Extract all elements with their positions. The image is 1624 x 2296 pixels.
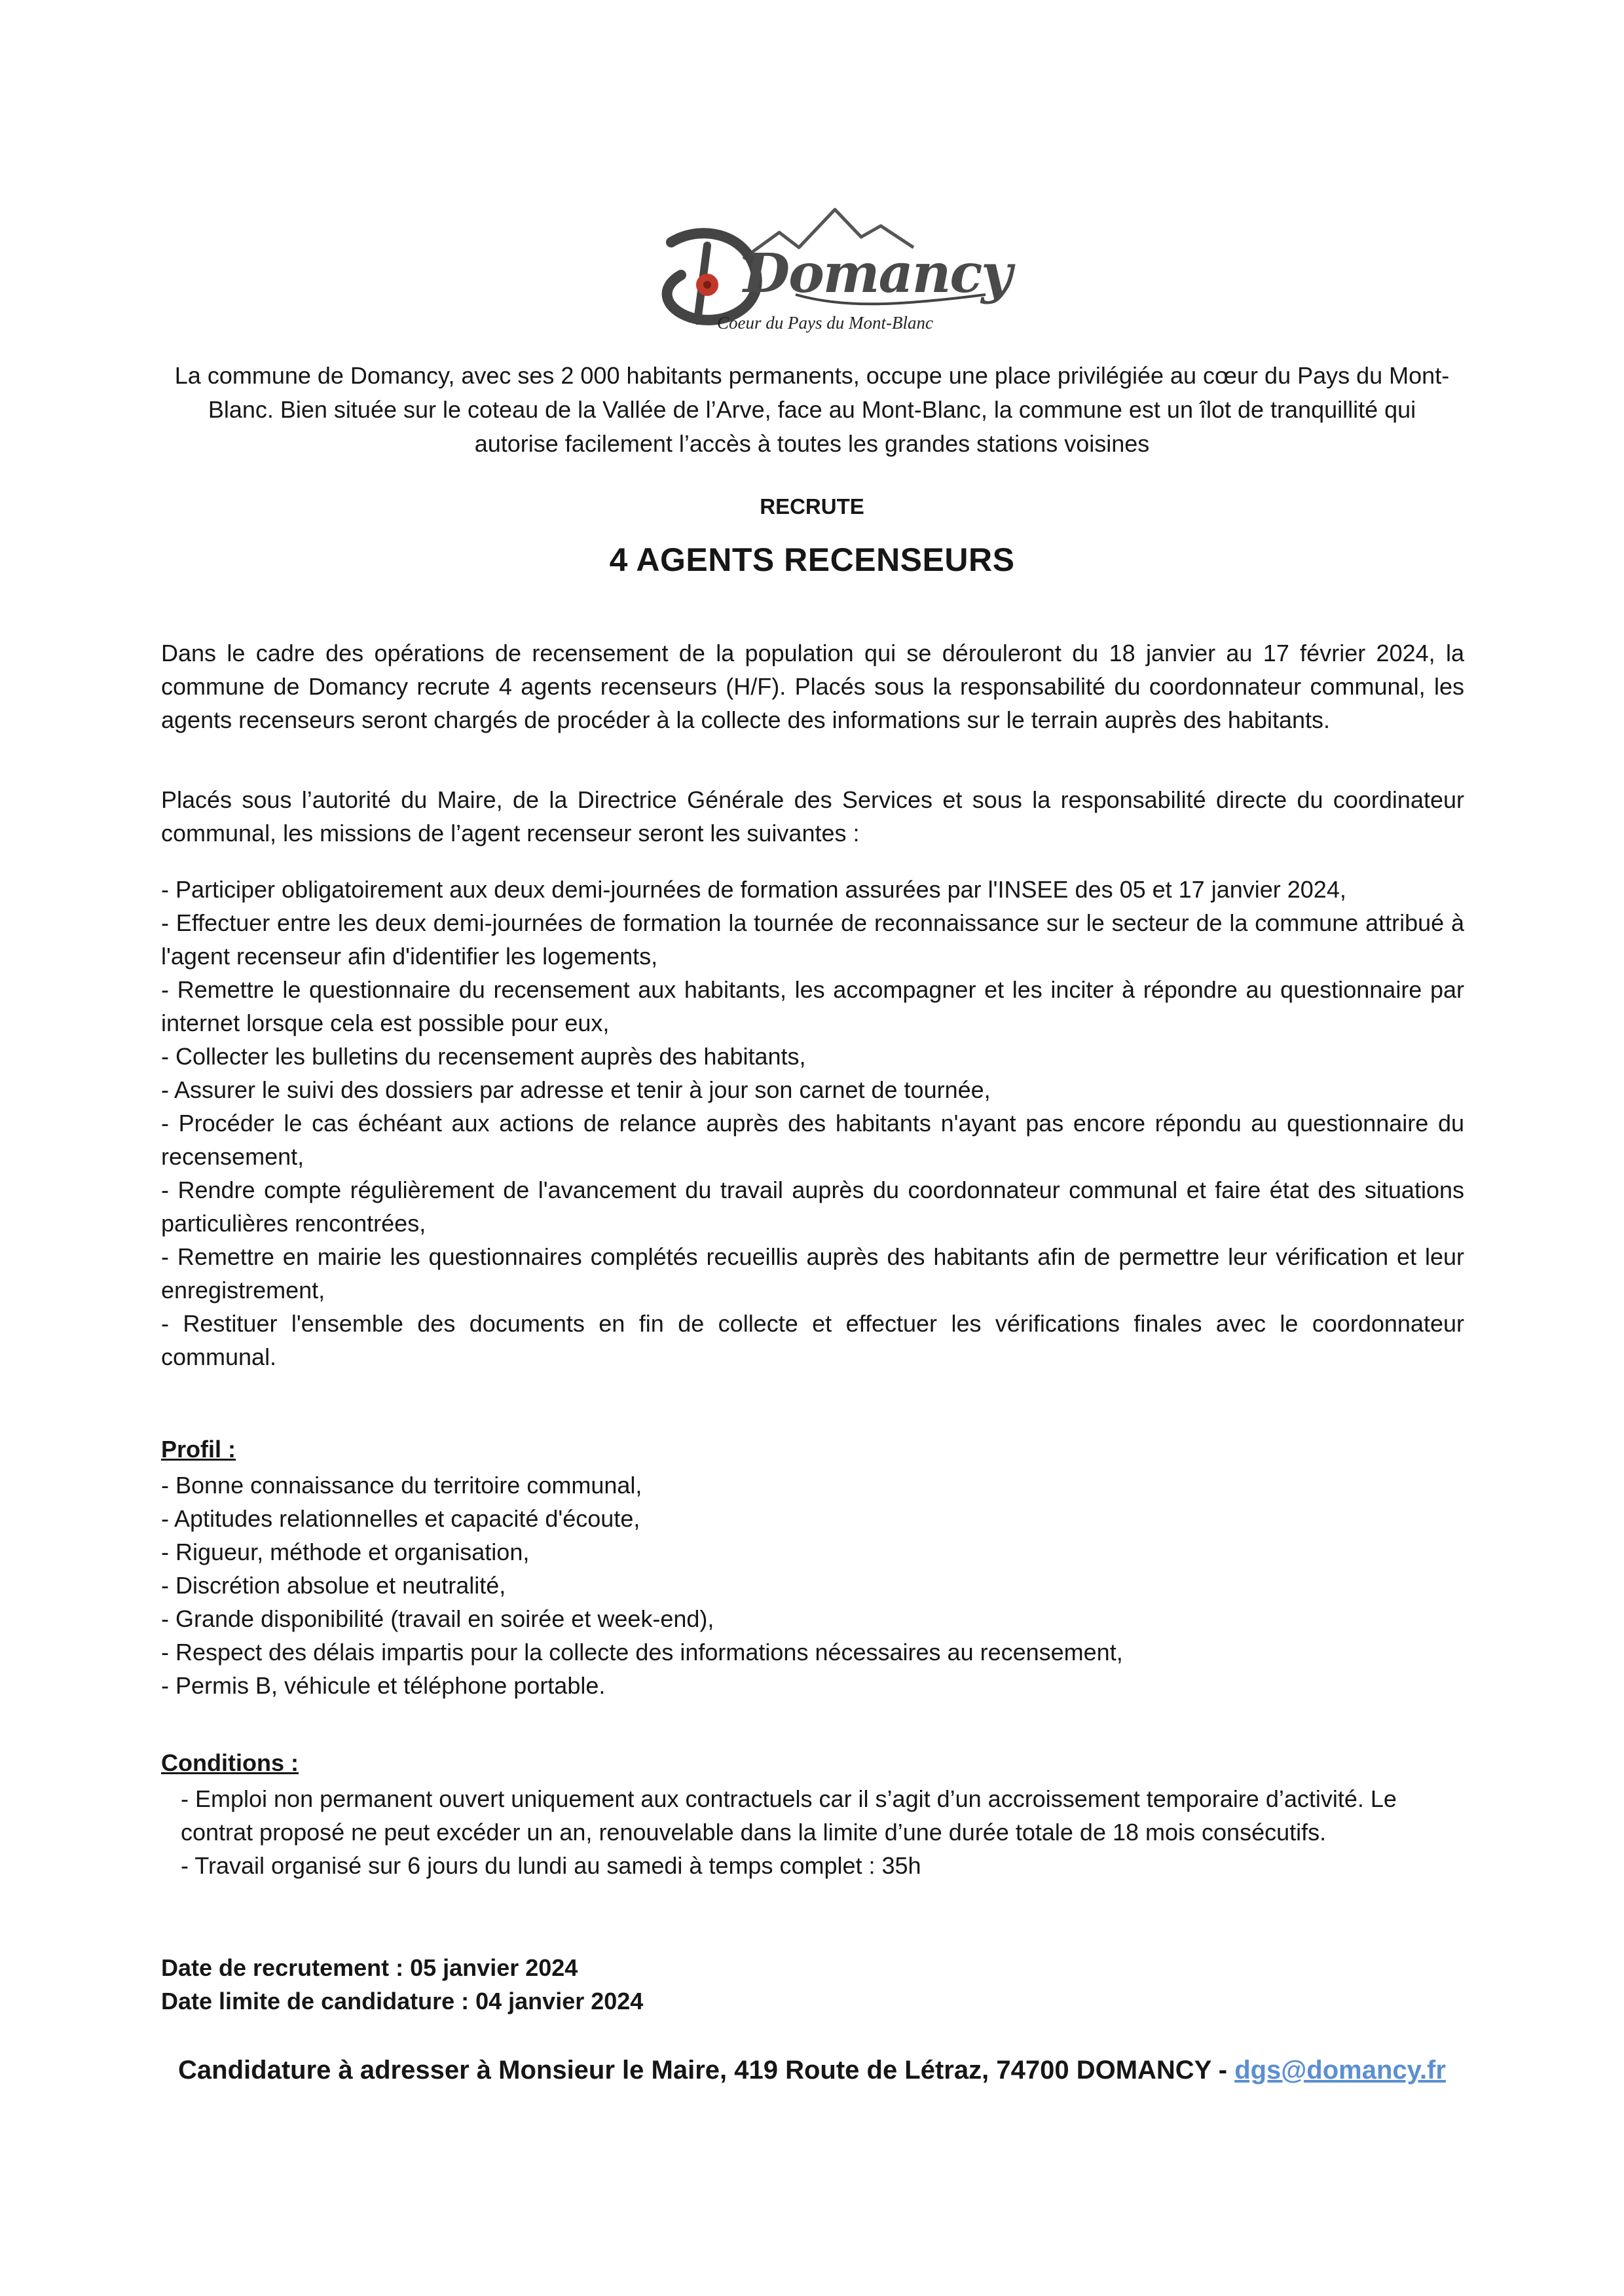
list-item: - Permis B, véhicule et téléphone portable. [161,1672,606,1699]
recruitment-date: Date de recrutement : 05 janvier 2024 [161,1954,578,1981]
logo-brand-text: Domancy [743,242,1011,305]
list-item: - Remettre en mairie les questionnaires complétés recueillis auprès des habitants afin de permettre leur vérification et leur enregistrement, [161,1243,1464,1303]
list-item: - Travail organisé sur 6 jours du lundi au samedi à temps complet : 35h [181,1852,921,1879]
domancy-logo [645,196,1011,347]
missions-intro-paragraph: Placés sous l’autorité du Maire, de la Directrice Générale des Services et sous la responsabilité directe du coordinateur communal, les missions de l’agent recenseur seront les suivantes : [161,786,1464,847]
list-item: - Discrétion absolue et neutralité, [161,1572,506,1599]
list-item: - Rigueur, méthode et organisation, [161,1539,530,1565]
dates-block [161,1951,643,2018]
email-link[interactable]: dgs@domancy.fr [1234,2056,1446,2085]
conditions-list [181,1782,1425,1882]
list-item: - Grande disponibilité (travail en soirée et week-end), [161,1605,714,1632]
list-item: - Assurer le suivi des dossiers par adresse et tenir à jour son carnet de tournée, [161,1076,991,1103]
logo-tagline: Coeur du Pays du Mont-Blanc [717,313,933,333]
list-item: - Bonne connaissance du territoire communal, [161,1472,642,1499]
intro-paragraph: La commune de Domancy, avec ses 2 000 habitants permanents, occupe une place privilégiée au cœur du Pays du Mont-Blanc. Bien située sur le coteau de la Vallée de l’Arve, face au Mont-Blanc, la commune est un îlot de tranquillité qui autorise facilement l’accès à toutes les grandes stations voisines [174,362,1450,457]
application-deadline: Date limite de candidature : 04 janvier 2024 [161,1988,644,2014]
list-item: - Procéder le cas échéant aux actions de relance auprès des habitants n'ayant pas encore répondu au questionnaire du recensement, [161,1110,1464,1170]
contact-text: Candidature à adresser à Monsieur le Maire, 419 Route de Létraz, 74700 DOMANCY - [178,2056,1235,2085]
conditions-heading: Conditions : [161,1749,299,1776]
list-item: - Effectuer entre les deux demi-journées de formation la tournée de reconnaissance sur le secteur de la commune attribué à l'agent recenseur afin d'identifier les logements, [161,909,1464,970]
recrute-label: RECRUTE [760,494,864,519]
list-item: - Aptitudes relationnelles et capacité d'écoute, [161,1505,640,1532]
list-item: - Emploi non permanent ouvert uniquement aux contractuels car il s’agit d’un accroissement temporaire d’activité. Le contrat proposé ne peut excéder un an, renouvelable dans la limite d’une durée totale de 18 mois consécutifs. [181,1785,1397,1846]
page-title: 4 AGENTS RECENSEURS [609,541,1015,578]
list-item: - Remettre le questionnaire du recensement aux habitants, les accompagner et les inciter à répondre au questionnaire par internet lorsque cela est possible pour eux, [161,976,1464,1036]
missions-list [161,873,1464,1374]
list-item: - Restituer l'ensemble des documents en fin de collecte et effectuer les vérifications finales avec le coordonnateur communal. [161,1310,1464,1370]
context-paragraph: Dans le cadre des opérations de recensement de la population qui se dérouleront du 18 janvier au 17 février 2024, la commune de Domancy recrute 4 agents recenseurs (H/F). Placés sous la responsabilité du coordonnateur communal, les agents recenseurs seront chargés de procéder à la collecte des informations sur le terrain auprès des habitants. [161,640,1464,733]
profil-list [161,1468,1464,1702]
list-item: - Collecter les bulletins du recensement auprès des habitants, [161,1043,806,1070]
list-item: - Participer obligatoirement aux deux demi-journées de formation assurées par l'INSEE des 05 et 17 janvier 2024, [161,876,1346,903]
contact-line [0,2056,1624,2085]
list-item: - Rendre compte régulièrement de l'avancement du travail auprès du coordonnateur communal et faire état des situations particulières rencontrées, [161,1176,1464,1237]
list-item: - Respect des délais impartis pour la collecte des informations nécessaires au recensement, [161,1639,1123,1666]
profil-heading: Profil : [161,1436,236,1463]
